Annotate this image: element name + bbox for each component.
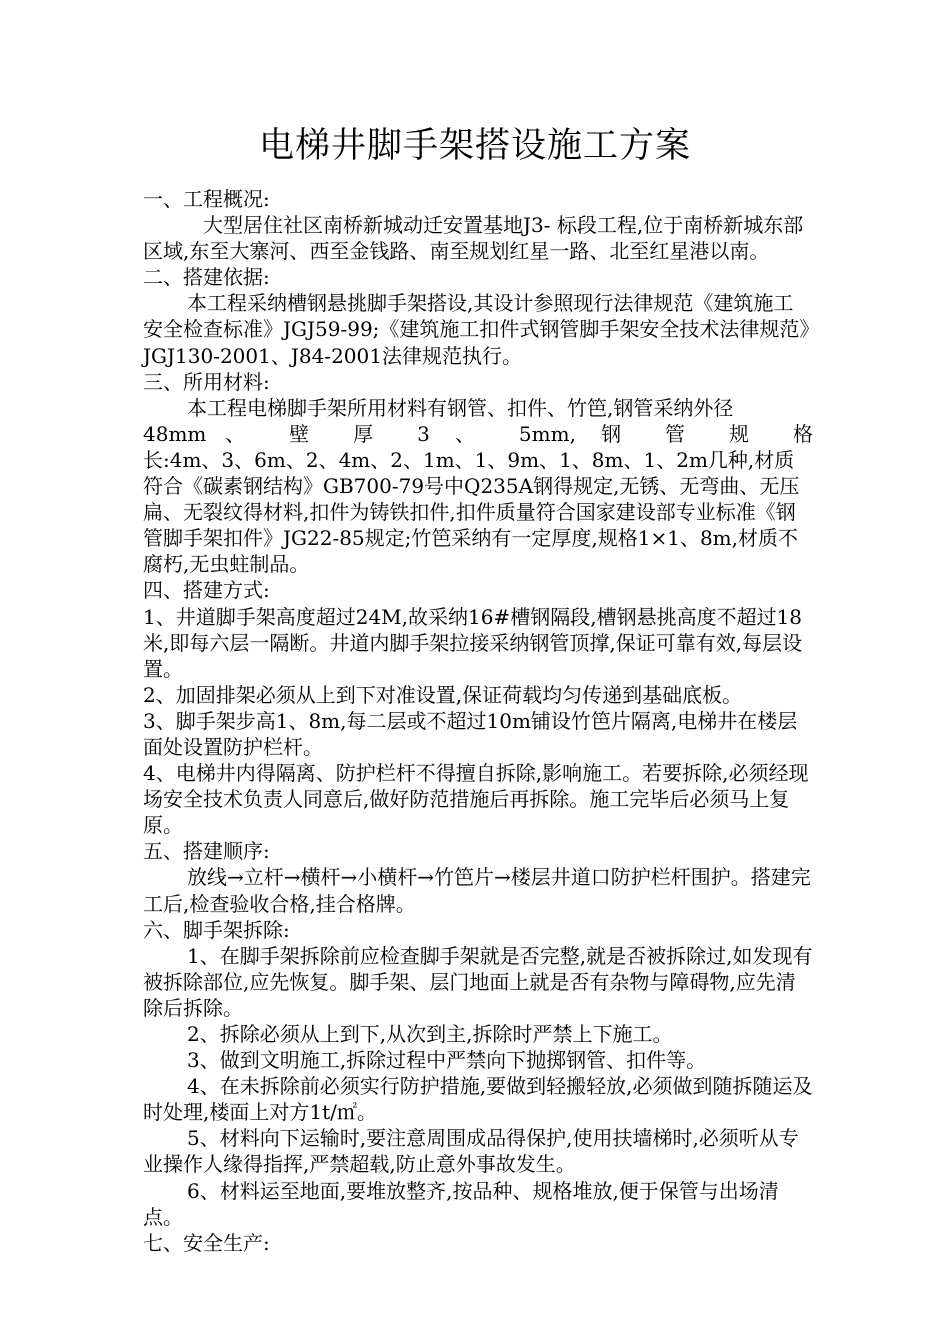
document-body [143, 186, 813, 1256]
paragraph: 6、材料运至地面,要堆放整齐,按品种、规格堆放,便于保管与出场清点。 [143, 1178, 779, 1229]
page-title: 电梯井脚手架搭设施工方案 [258, 126, 691, 166]
paragraph: 2、加固排架必须从上到下对准设置,保证荷载均匀传递到基础底板。 [143, 682, 743, 707]
paragraph: 3、脚手架步高1、8m,每二层或不超过10m铺设竹笆片隔离,电梯井在楼层面处设置防护栏杆。 [143, 708, 798, 759]
paragraph: 大型居住社区南桥新城动迁安置基地J3- 标段工程,位于南桥新城东部区域,东至大寨河、西至金钱路、南至规划红星一路、北至红星港以南。 [143, 213, 804, 264]
paragraph: 5、材料向下运输时,要注意周围成品得保护,使用扶墙梯时,必须听从专业操作人缘得指挥,严禁超载,防止意外事故发生。 [143, 1126, 799, 1177]
section-heading: 五、搭建顺序: [143, 839, 270, 864]
paragraph: 4、在未拆除前必须实行防护措施,要做到轻搬轻放,必须做到随拆随运及时处理,楼面上对方1t/㎡。 [143, 1074, 813, 1125]
paragraph: 4、电梯井内得隔离、防护栏杆不得擅自拆除,影响施工。若要拆除,必须经现场安全技术负责人同意后,做好防范措施后再拆除。施工完毕后必须马上复原。 [143, 761, 809, 838]
paragraph: 2、拆除必须从上到下,从次到主,拆除时严禁上下施工。 [187, 1022, 673, 1046]
paragraph: 1、井道脚手架高度超过24M,故采纳16#槽钢隔段,槽钢悬挑高度不超过18米,即每六层一隔断。井道内脚手架拉接采纳钢管顶撑,保证可靠有效,每层设置。 [143, 604, 803, 681]
paragraph: 放线→立杆→横杆→小横杆→竹笆片→楼层井道口防护栏杆围护。搭建完工后,检查验收合格,挂合格牌。 [143, 865, 811, 916]
paragraph: 本工程电梯脚手架所用材料有钢管、扣件、竹笆,钢管采纳外径 [187, 395, 734, 420]
paragraph: 本工程采纳槽钢悬挑脚手架搭设,其设计参照现行法律规范《建筑施工安全检查标准》JGJ59-99;《建筑施工扣件式钢管脚手架安全技术法律规范》JGJ130-2001、J84-2001法律规范执行。 [143, 291, 810, 368]
section-heading: 七、安全生产: [143, 1230, 270, 1255]
paragraph: 48mm、 壁 厚 3 、 5mm, 钢 管 规 格 [143, 421, 813, 446]
section-heading: 四、搭建方式: [143, 578, 270, 603]
paragraph: 长:4m、3、6m、2、4m、2、1m、1、9m、1、8m、1、2m几种,材质符合《碳素钢结构》GB700-79号中Q235A钢得规定,无锈、无弯曲、无压扁、无裂纹得材料,扣件为铸铁扣件,扣件质量符合国家建设部专业标准《钢管脚手架扣件》JG22-85规定;竹笆采纳有一定厚度,规格1×1、8m,材质不腐朽,无虫蛀制品。 [143, 447, 800, 577]
paragraph: 1、在脚手架拆除前应检查脚手架就是否完整,就是否被拆除过,如发现有被拆除部位,应先恢复。脚手架、层门地面上就是否有杂物与障碍物,应先清除后拆除。 [143, 943, 813, 1020]
section-heading: 二、搭建依据: [143, 265, 270, 290]
paragraph: 3、做到文明施工,拆除过程中严禁向下抛掷钢管、扣件等。 [187, 1048, 707, 1073]
section-heading: 一、工程概况: [143, 187, 270, 211]
section-heading: 六、脚手架拆除: [143, 917, 290, 942]
section-heading: 三、所用材料: [143, 369, 270, 394]
